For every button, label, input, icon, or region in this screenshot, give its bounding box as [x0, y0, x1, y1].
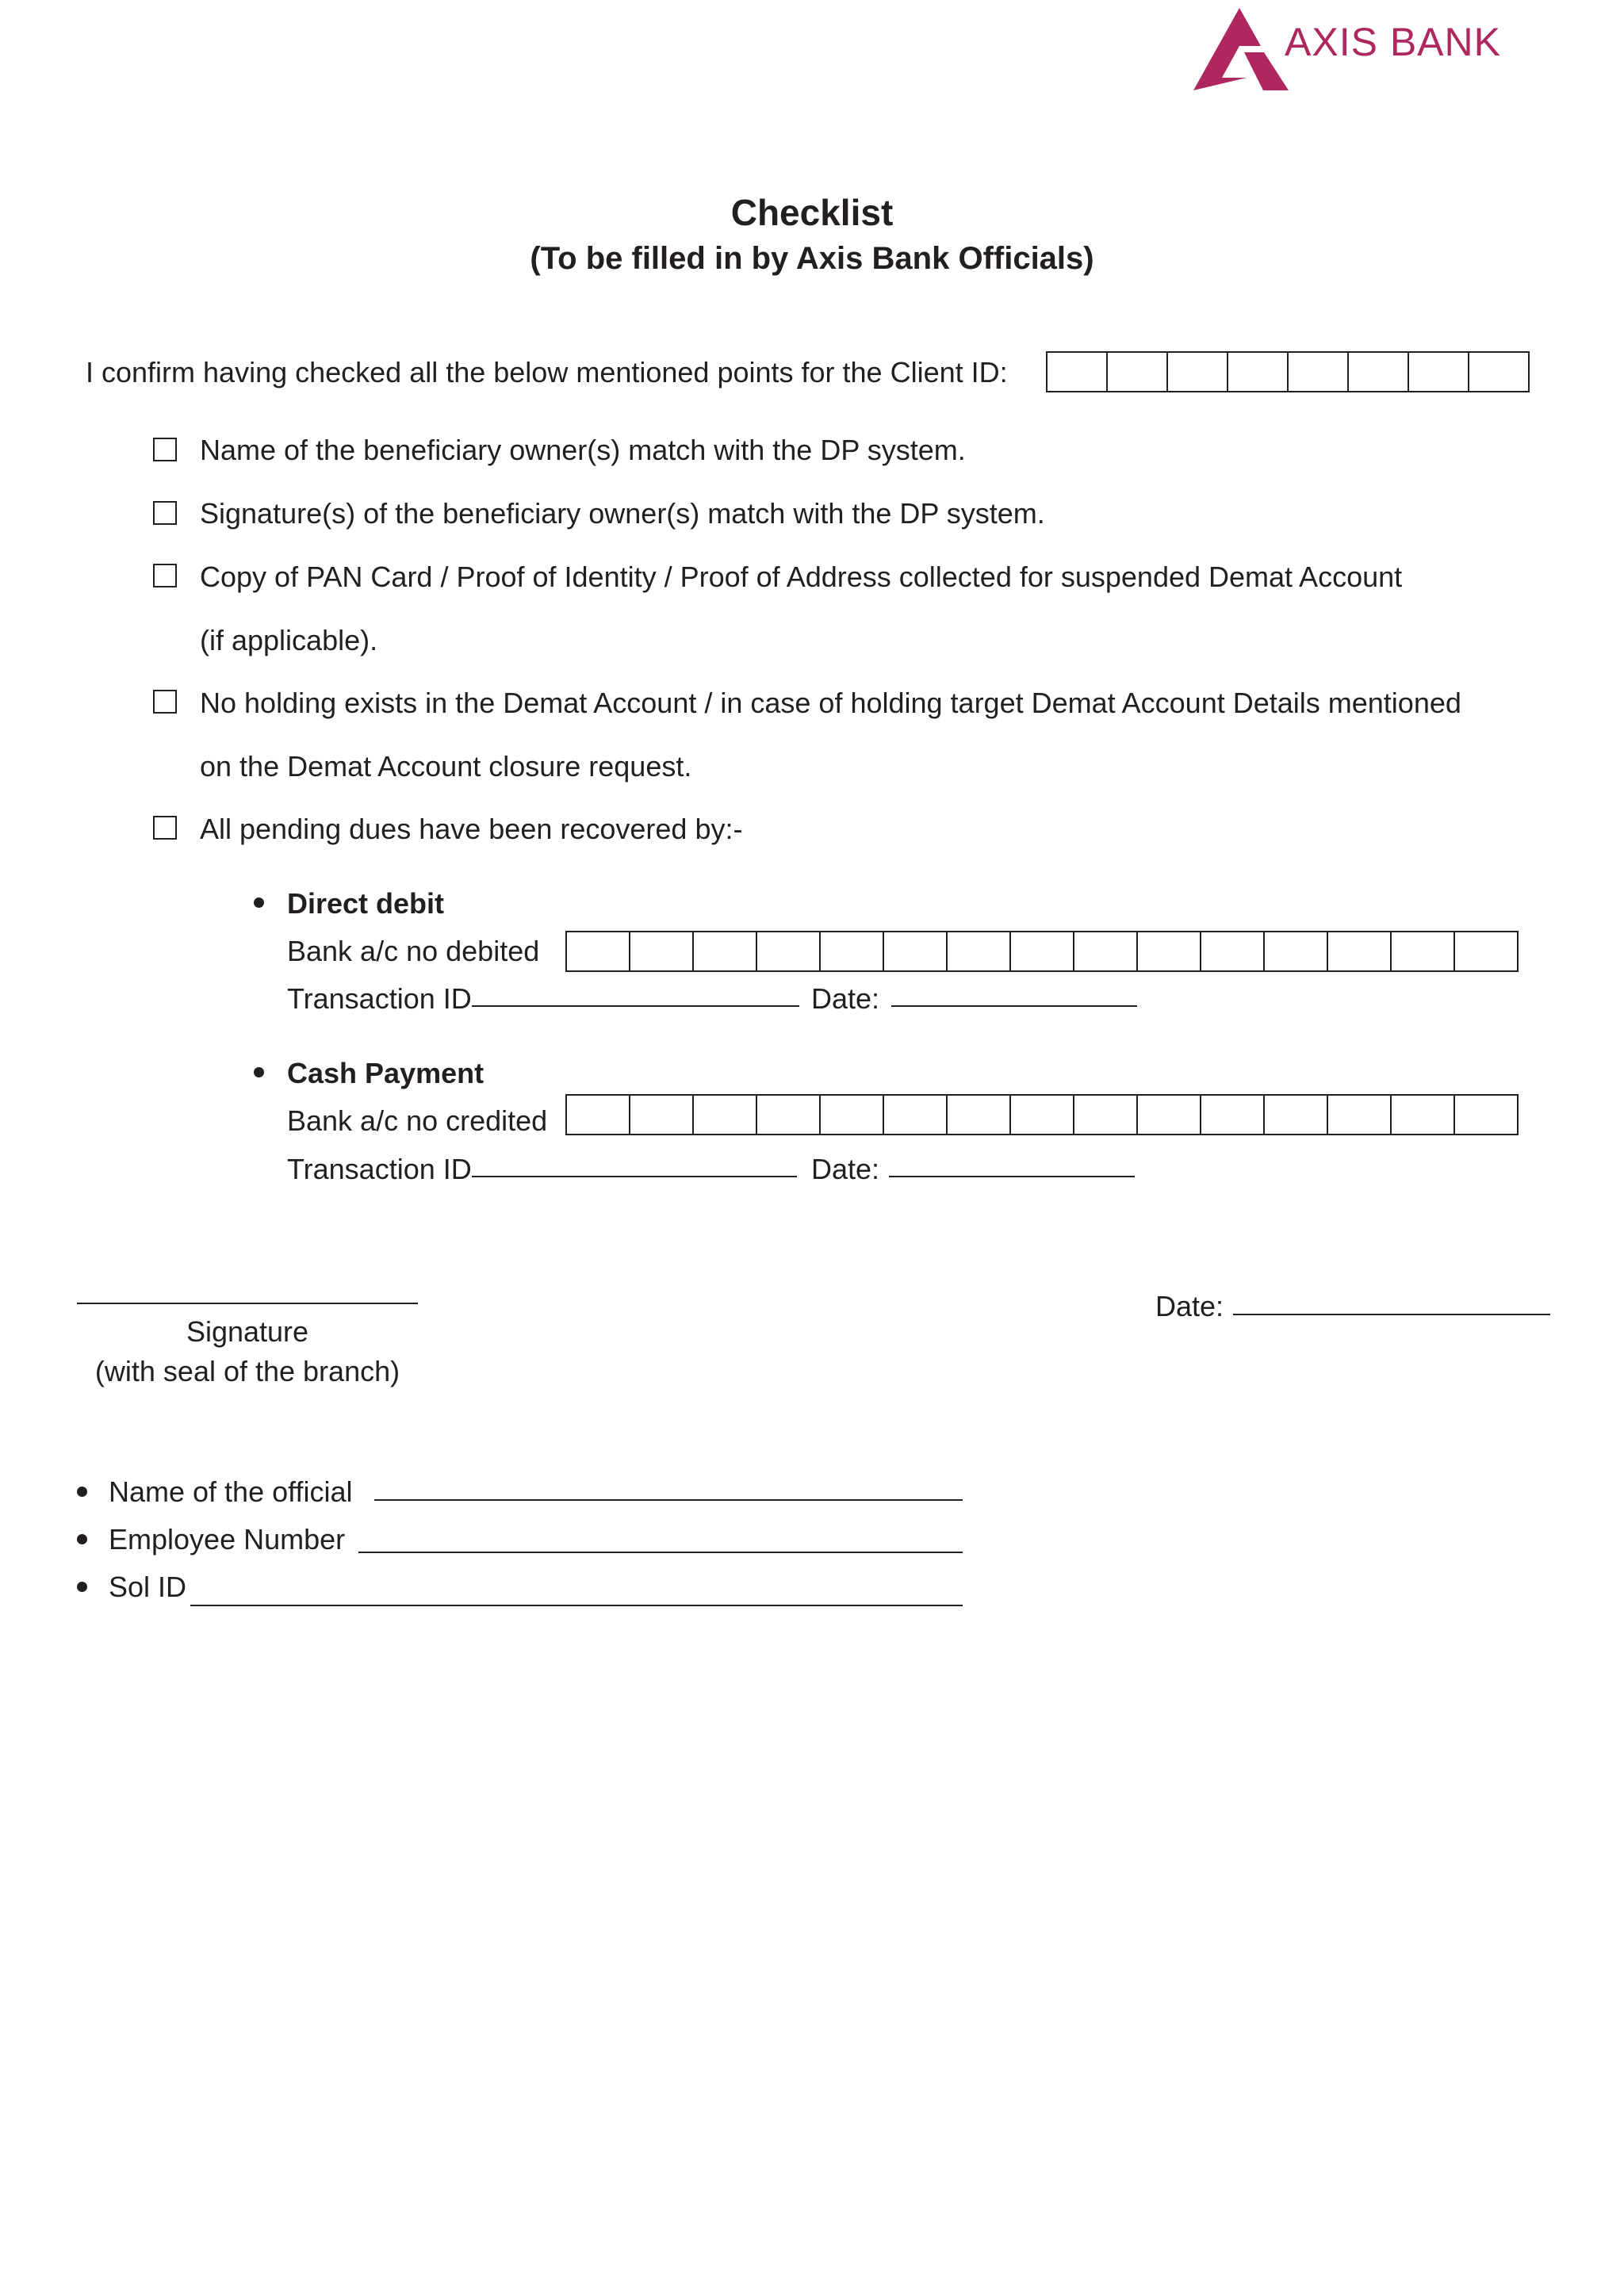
logo-text: AXIS BANK	[1285, 20, 1501, 64]
credit-account-field[interactable]	[565, 1094, 1519, 1135]
checkbox-documents-collected[interactable]	[153, 564, 177, 587]
account-digit-box[interactable]	[1136, 931, 1201, 972]
debit-date-input[interactable]	[891, 1005, 1137, 1007]
checkbox-no-holding[interactable]	[153, 690, 177, 714]
credit-date-input[interactable]	[889, 1176, 1135, 1177]
account-digit-box[interactable]	[1200, 1094, 1265, 1135]
account-digit-box[interactable]	[883, 1094, 948, 1135]
account-digit-box[interactable]	[1327, 1094, 1392, 1135]
page-title: Checklist	[730, 192, 894, 233]
client-id-digit-box[interactable]	[1408, 351, 1469, 392]
direct-debit-heading: Direct debit	[287, 887, 445, 920]
confirm-label: I confirm having checked all the below mentioned points for the Client ID:	[86, 356, 1008, 388]
official-name-input[interactable]	[374, 1499, 963, 1501]
account-digit-box[interactable]	[692, 931, 757, 972]
checklist-item-4: No holding exists in the Demat Account / in case of holding target Demat Account Details mentioned	[200, 687, 1461, 719]
bullet	[254, 1067, 264, 1077]
account-digit-box[interactable]	[756, 931, 821, 972]
account-digit-box[interactable]	[565, 931, 630, 972]
page-subtitle: (To be filled in by Axis Bank Officials)	[530, 241, 1094, 276]
sol-id-label: Sol ID	[109, 1571, 187, 1603]
signature-date-input[interactable]	[1233, 1314, 1550, 1315]
account-digit-box[interactable]	[946, 931, 1011, 972]
account-digit-box[interactable]	[1136, 1094, 1201, 1135]
account-digit-box[interactable]	[629, 1094, 694, 1135]
account-digit-box[interactable]	[1454, 931, 1519, 972]
checkbox-signature-match[interactable]	[153, 501, 177, 525]
credit-date-label: Date:	[811, 1153, 880, 1185]
checkbox-name-match[interactable]	[153, 438, 177, 461]
account-digit-box[interactable]	[1200, 931, 1265, 972]
client-id-field[interactable]	[1046, 351, 1530, 392]
bullet	[77, 1582, 87, 1592]
account-digit-box[interactable]	[1390, 1094, 1455, 1135]
signature-date-label: Date:	[1155, 1290, 1224, 1322]
debit-transaction-input[interactable]	[472, 1005, 799, 1007]
official-name-label: Name of the official	[109, 1475, 353, 1508]
checklist-item-3-cont: (if applicable).	[200, 624, 378, 656]
account-digit-box[interactable]	[1454, 1094, 1519, 1135]
account-digit-box[interactable]	[883, 931, 948, 972]
account-digit-box[interactable]	[819, 1094, 884, 1135]
account-digit-box[interactable]	[819, 931, 884, 972]
account-digit-box[interactable]	[1009, 931, 1074, 972]
account-digit-box[interactable]	[756, 1094, 821, 1135]
checklist-item-2: Signature(s) of the beneficiary owner(s) match with the DP system.	[200, 497, 1045, 530]
checklist-item-5: All pending dues have been recovered by:-	[200, 813, 743, 845]
sol-id-input[interactable]	[190, 1605, 963, 1606]
checkbox-dues-recovered[interactable]	[153, 816, 177, 840]
checklist-item-3: Copy of PAN Card / Proof of Identity / Proof of Address collected for suspended Demat Account	[200, 561, 1403, 593]
debit-account-field[interactable]	[565, 931, 1519, 972]
client-id-digit-box[interactable]	[1046, 351, 1108, 392]
employee-number-label: Employee Number	[109, 1523, 346, 1556]
account-digit-box[interactable]	[1263, 931, 1328, 972]
client-id-digit-box[interactable]	[1468, 351, 1530, 392]
account-digit-box[interactable]	[1073, 1094, 1138, 1135]
account-digit-box[interactable]	[692, 1094, 757, 1135]
credit-transaction-input[interactable]	[472, 1176, 797, 1177]
checklist-item-1: Name of the beneficiary owner(s) match with the DP system.	[200, 434, 966, 466]
employee-number-input[interactable]	[358, 1552, 963, 1553]
account-digit-box[interactable]	[1327, 931, 1392, 972]
debit-account-label: Bank a/c no debited	[287, 935, 540, 967]
debit-transaction-label: Transaction ID	[287, 982, 472, 1015]
client-id-digit-box[interactable]	[1166, 351, 1228, 392]
cash-payment-heading: Cash Payment	[287, 1057, 485, 1089]
signature-line[interactable]	[77, 1303, 418, 1304]
client-id-digit-box[interactable]	[1227, 351, 1289, 392]
client-id-digit-box[interactable]	[1106, 351, 1168, 392]
account-digit-box[interactable]	[1390, 931, 1455, 972]
account-digit-box[interactable]	[946, 1094, 1011, 1135]
account-digit-box[interactable]	[629, 931, 694, 972]
bullet	[77, 1487, 87, 1497]
account-digit-box[interactable]	[1009, 1094, 1074, 1135]
bullet	[77, 1534, 87, 1544]
credit-account-label: Bank a/c no credited	[287, 1104, 548, 1137]
client-id-digit-box[interactable]	[1287, 351, 1349, 392]
axis-bank-logo-icon	[1193, 8, 1289, 90]
signature-label: Signature	[186, 1315, 309, 1348]
signature-sublabel: (with seal of the branch)	[94, 1355, 400, 1387]
client-id-digit-box[interactable]	[1347, 351, 1409, 392]
bullet	[254, 897, 264, 908]
checklist-item-4-cont: on the Demat Account closure request.	[200, 750, 692, 783]
account-digit-box[interactable]	[1073, 931, 1138, 972]
account-digit-box[interactable]	[1263, 1094, 1328, 1135]
credit-transaction-label: Transaction ID	[287, 1153, 472, 1185]
debit-date-label: Date:	[811, 982, 880, 1015]
account-digit-box[interactable]	[565, 1094, 630, 1135]
